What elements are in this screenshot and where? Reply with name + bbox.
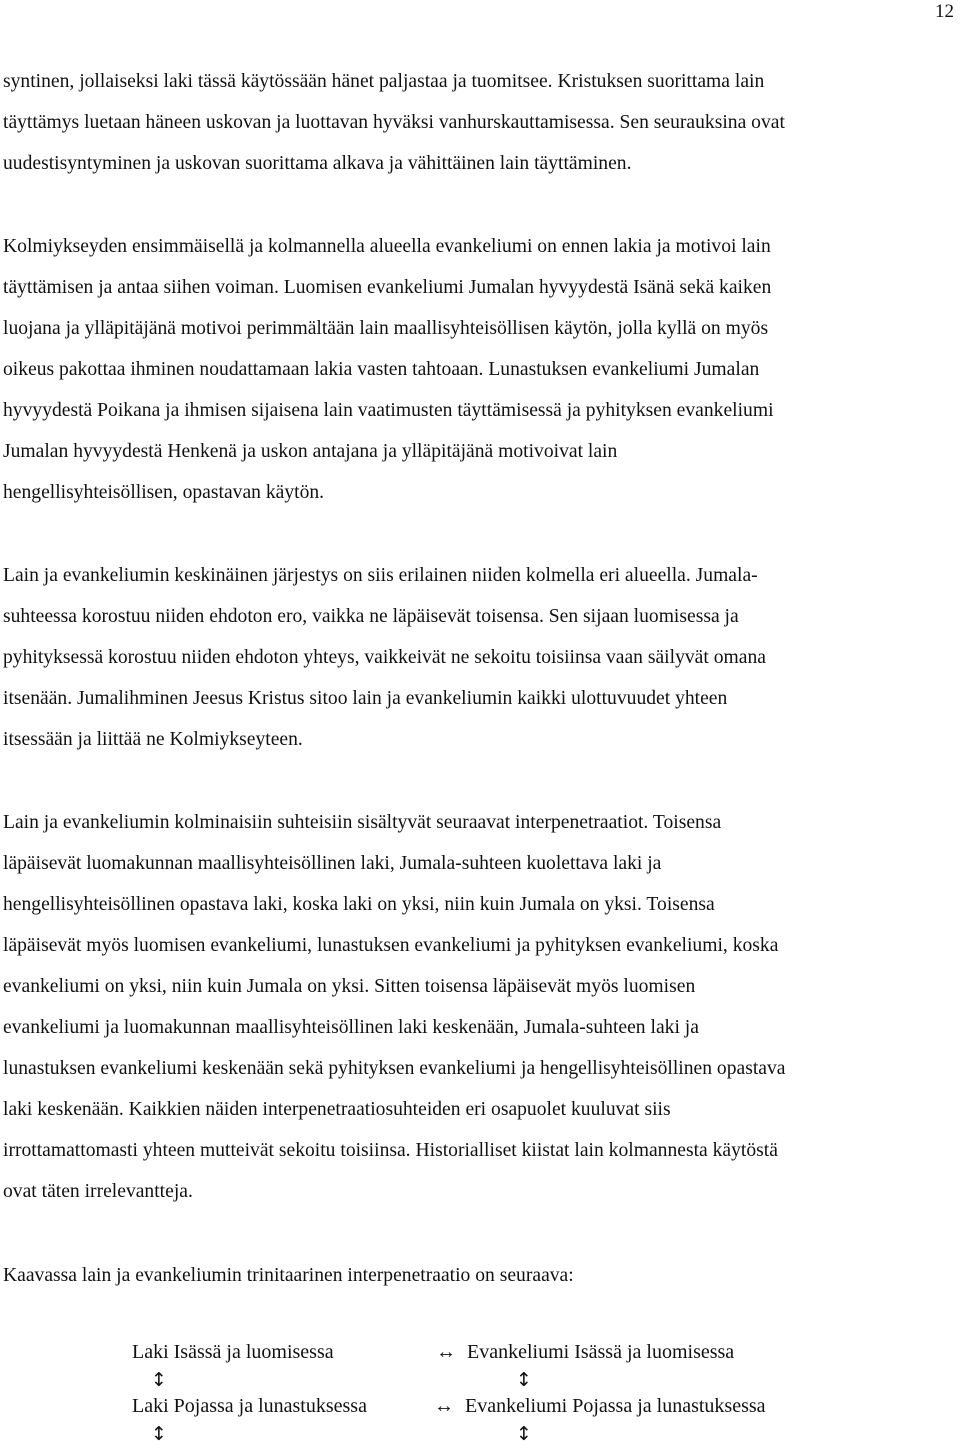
vertical-arrow-icon: ↕ (151, 1369, 167, 1391)
text-line: luojana ja ylläpitäjänä motivoi perimmältään lain maallisyhteisöllisen käytön, jolla kyllä on myös (3, 318, 769, 339)
paragraph-3 (3, 555, 958, 760)
text-line: itsenään. Jumalihminen Jeesus Kristus sitoo lain ja evankeliumin kaikki ulottuvuudet yhteen (3, 688, 728, 709)
text-line: täyttämisen ja antaa siihen voiman. Luomisen evankeliumi Jumalan hyvyydestä Isänä sekä kaiken (3, 277, 772, 298)
vertical-arrow-icon: ↕ (151, 1423, 167, 1445)
text-line: Lain ja evankeliumin kolminaisiin suhteisiin sisältyvät seuraavat interpenetraatiot. Toisensa (3, 812, 722, 833)
text-line: itsessään ja liittää ne Kolmiykseyteen. (3, 729, 303, 750)
text-line: hengellisyhteisöllinen opastava laki, koska laki on yksi, niin kuin Jumala on yksi. Toisensa (3, 894, 715, 915)
text-line: laki keskenään. Kaikkien näiden interpenetraatiosuhteiden eri osapuolet kuuluvat siis (3, 1099, 671, 1120)
text-line: hengellisyhteisöllisen, opastavan käytön. (3, 482, 325, 503)
scheme-law-father: Laki Isässä ja luomisessa (132, 1341, 334, 1363)
paragraph-1 (3, 61, 958, 184)
scheme-gospel-father: Evankeliumi Isässä ja luomisessa (467, 1341, 735, 1363)
text-line: uudestisyntyminen ja uskovan suorittama alkava ja vähittäinen lain täyttäminen. (3, 153, 632, 174)
text-line: evankeliumi ja luomakunnan maallisyhteisöllinen laki keskenään, Jumala-suhteen laki ja (3, 1017, 699, 1038)
vertical-arrow-icon: ↕ (516, 1423, 532, 1445)
text-line: ovat täten irrelevantteja. (3, 1181, 193, 1202)
bidirectional-arrow-icon: ↔ (434, 1395, 454, 1417)
interpenetration-scheme (0, 1333, 960, 1448)
text-line: lunastuksen evankeliumi keskenään sekä pyhityksen evankeliumi ja hengellisyhteisöllinen opastava (3, 1058, 786, 1079)
text-line: hyvyydestä Poikana ja ihmisen sijaisena lain vaatimusten täyttämisessä ja pyhityksen evankeliumi (3, 400, 774, 421)
text-line: Kaavassa lain ja evankeliumin trinitaarinen interpenetraatio on seuraava: (3, 1265, 574, 1286)
page-number: 12 (935, 1, 954, 22)
vertical-arrow-icon: ↕ (516, 1369, 532, 1391)
text-line: irrottamattomasti yhteen mutteivät sekoitu toisiinsa. Historialliset kiistat lain kolmannesta käytöstä (3, 1140, 778, 1161)
text-line: läpäisevät myös luomisen evankeliumi, lunastuksen evankeliumi ja pyhityksen evankeliumi, koska (3, 935, 779, 956)
scheme-gospel-son: Evankeliumi Pojassa ja lunastuksessa (465, 1395, 766, 1417)
text-line: suhteessa korostuu niiden ehdoton ero, vaikka ne läpäisevät toisensa. Sen sijaan luomisessa ja (3, 606, 739, 627)
scheme-law-son: Laki Pojassa ja lunastuksessa (132, 1395, 367, 1417)
text-line: Lain ja evankeliumin keskinäinen järjestys on siis erilainen niiden kolmella eri alueella. Jumala- (3, 565, 758, 586)
paragraph-2 (3, 226, 958, 513)
text-line: oikeus pakottaa ihminen noudattamaan lakia vasten tahtoaan. Lunastuksen evankeliumi Jumalan (3, 359, 760, 380)
paragraph-4 (3, 802, 958, 1212)
text-line: evankeliumi on yksi, niin kuin Jumala on yksi. Sitten toisensa läpäisevät myös luomisen (3, 976, 696, 997)
text-line: läpäisevät luomakunnan maallisyhteisöllinen laki, Jumala-suhteen kuolettava laki ja (3, 853, 662, 874)
text-line: syntinen, jollaiseksi laki tässä käytössään hänet paljastaa ja tuomitsee. Kristuksen suorittama lain (3, 71, 765, 92)
text-line: Kolmiykseyden ensimmäisellä ja kolmannella alueella evankeliumi on ennen lakia ja motivoi lain (3, 236, 771, 257)
paragraph-5 (3, 1255, 958, 1296)
text-line: Jumalan hyvyydestä Henkenä ja uskon antajana ja ylläpitäjänä motivoivat lain (3, 441, 618, 462)
text-line: täyttämys luetaan häneen uskovan ja luottavan hyväksi vanhurskauttamisessa. Sen seurauksina ovat (3, 112, 785, 133)
text-line: pyhityksessä korostuu niiden ehdoton yhteys, vaikkeivät ne sekoitu toisiinsa vaan säilyvät omana (3, 647, 766, 668)
bidirectional-arrow-icon: ↔ (436, 1341, 456, 1363)
